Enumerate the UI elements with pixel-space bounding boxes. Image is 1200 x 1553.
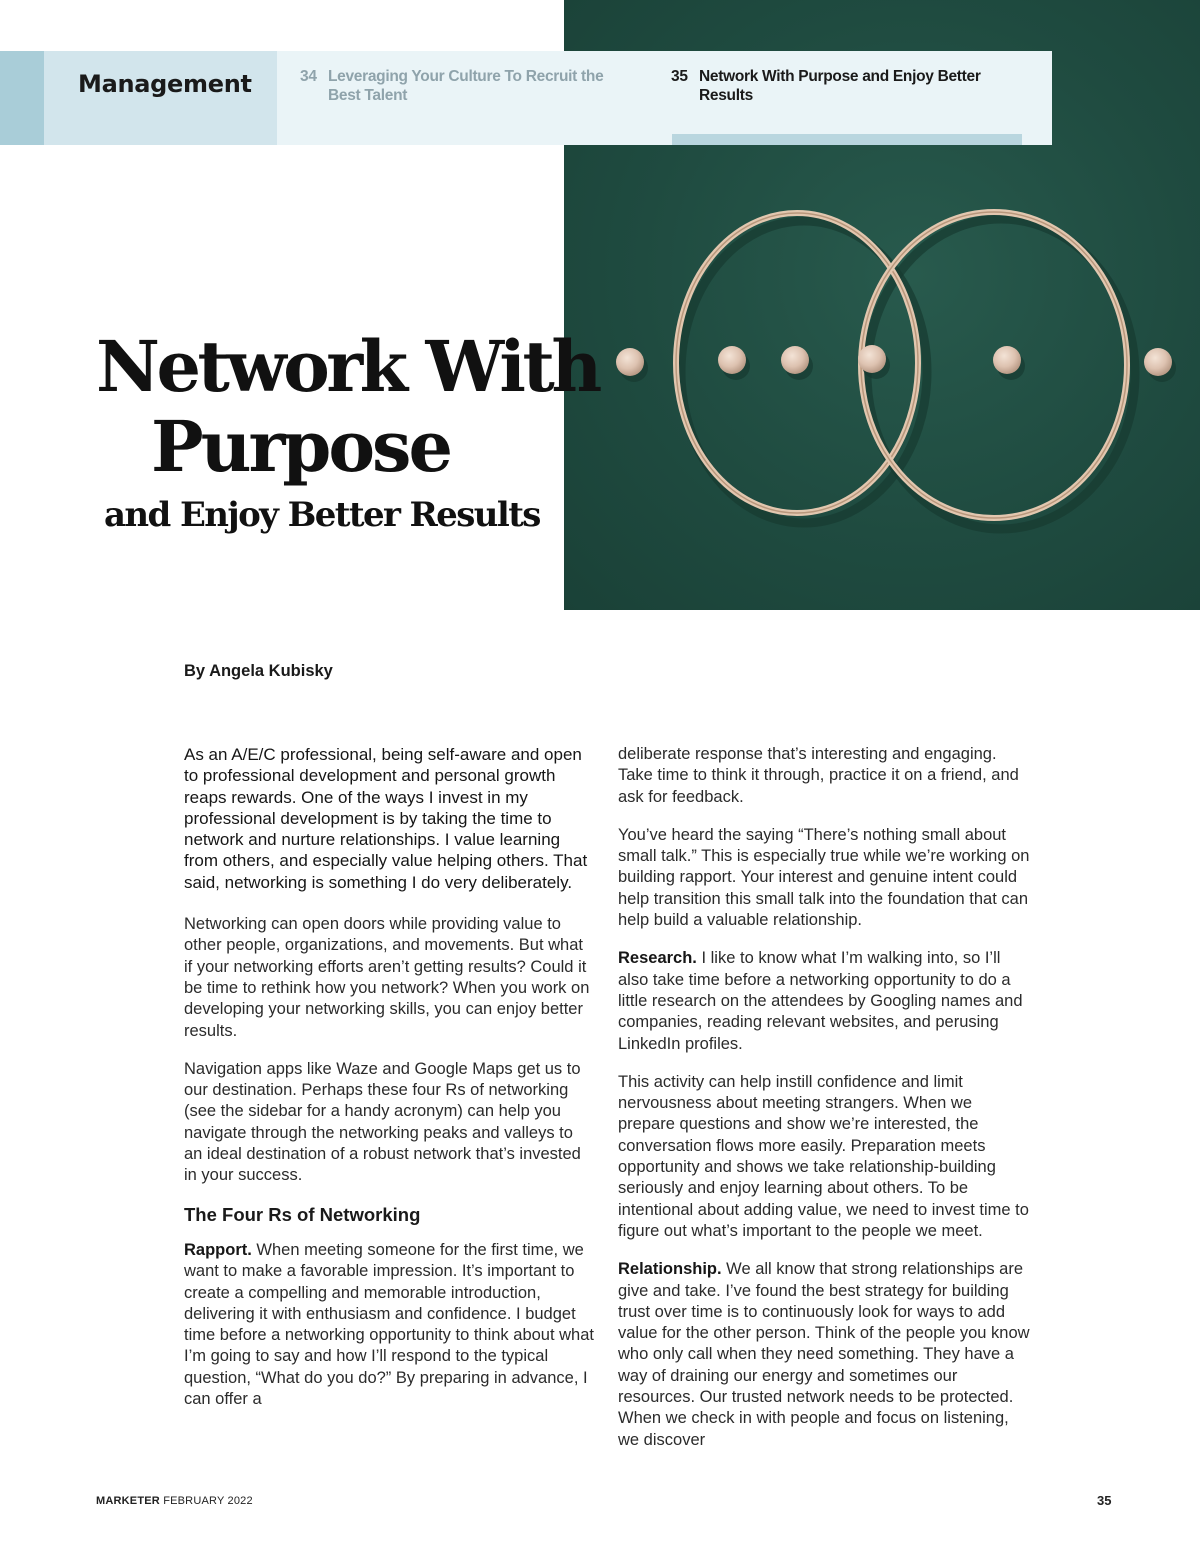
research-text: I like to know what I’m walking into, so I’ll also take time before a networking opportunity to do a little research on the attendees by Googling names and companies, reading relevant websites, and perusing LinkedIn profiles. (618, 949, 1023, 1053)
nav-items (277, 51, 1052, 145)
bead-2 (718, 346, 746, 374)
bead-3 (781, 346, 809, 374)
footer-issue: FEBRUARY 2022 (159, 1495, 253, 1507)
nav-section-label: Management (78, 70, 252, 98)
article-subtitle: and Enjoy Better Results (104, 495, 540, 535)
bead-6 (1144, 348, 1172, 376)
article-title-line2: Purpose (151, 405, 450, 488)
body-paragraph: Navigation apps like Waze and Google Maps get us to our destination. Perhaps these four Rs of networking (see the sidebar for a handy acronym) can help you navigate through the networking peaks and valleys to an ideal destination of a robust network that’s invested in your success. (184, 1059, 581, 1185)
left-column (184, 744, 594, 1427)
bead-4 (858, 345, 886, 373)
relationship-label: Relationship. (618, 1260, 722, 1279)
bead-1 (616, 348, 644, 376)
footer-brand: MARKETER (96, 1495, 160, 1507)
body-paragraph: deliberate response that’s interesting and engaging. Take time to think it through, practice it on a friend, and ask for feedback. (618, 745, 1019, 806)
body-paragraph: Networking can open doors while providing value to other people, organizations, and movements. But what if your networking efforts aren’t getting results? Could it be time to rethink how you network? When you work on developing your networking skills, you can enjoy better results. (184, 915, 590, 1040)
nav-item-title: Network With Purpose and Enjoy Better Results (699, 68, 981, 104)
nav-section-tab[interactable] (44, 51, 277, 145)
footer-publication (96, 1495, 253, 1507)
article-title-line1: Network With (96, 325, 599, 408)
rapport-text: When meeting someone for the first time, we want to make a favorable impression. It’s important to create a compelling and memorable introduction, delivering it with enthusiasm and confidence. I budget time before a networking opportunity to think about what I’m going to say and how I’ll respond to the typical question, “What do you do?” By preparing in advance, I can offer a (184, 1240, 594, 1409)
intro-paragraph: As an A/E/C professional, being self-aware and open to professional development and personal growth reaps rewards. One of the ways I invest in my professional development is by taking the time to network and nurture relationships. I value learning from others, and especially value helping others. That said, networking is something I do very deliberately. (184, 745, 588, 892)
body-paragraph-rapport (184, 1240, 594, 1410)
byline: By Angela Kubisky (184, 662, 333, 680)
section-heading: The Four Rs of Networking (184, 1203, 421, 1225)
body-paragraph-relationship (618, 1259, 1030, 1451)
right-column (618, 744, 1030, 1468)
relationship-text: We all know that strong relationships are give and take. I’ve found the best strategy for building trust over time is to continuously look for ways to add value for the other person. Think of the people you know who only call when they need something. They have a way of draining our energy and sometimes our resources. Our trusted network needs to be protected. When we check in with people and focus on listening, we discover (618, 1260, 1030, 1449)
section-navigation (0, 51, 1052, 145)
nav-item-number: 34 (300, 68, 317, 85)
nav-item-title: Leveraging Your Culture To Recruit the Best Talent (328, 68, 604, 104)
body-paragraph: You’ve heard the saying “There’s nothing small about small talk.” This is especially true while we’re working on building rapport. Your interest and genuine intent could help transition this small talk into the foundation that can help build a valuable relationship. (618, 825, 1030, 930)
bead-5 (993, 346, 1021, 374)
page-number: 35 (1097, 1493, 1112, 1508)
nav-accent-bar (0, 51, 44, 145)
rapport-label: Rapport. (184, 1240, 252, 1259)
body-paragraph-research (618, 948, 1030, 1054)
nav-current-indicator (672, 134, 1022, 145)
nav-item-number: 35 (671, 68, 688, 85)
body-paragraph: This activity can help instill confidence and limit nervousness about meeting strangers. When we prepare questions and show we’re interested, the conversation flows more easily. Preparation meets opportunity and shows we take relationship-building seriously and enjoy learning about others. To be intentional about adding value, we need to invest time to figure out what’s important to the people we meet. (618, 1072, 1029, 1240)
research-label: Research. (618, 949, 697, 968)
